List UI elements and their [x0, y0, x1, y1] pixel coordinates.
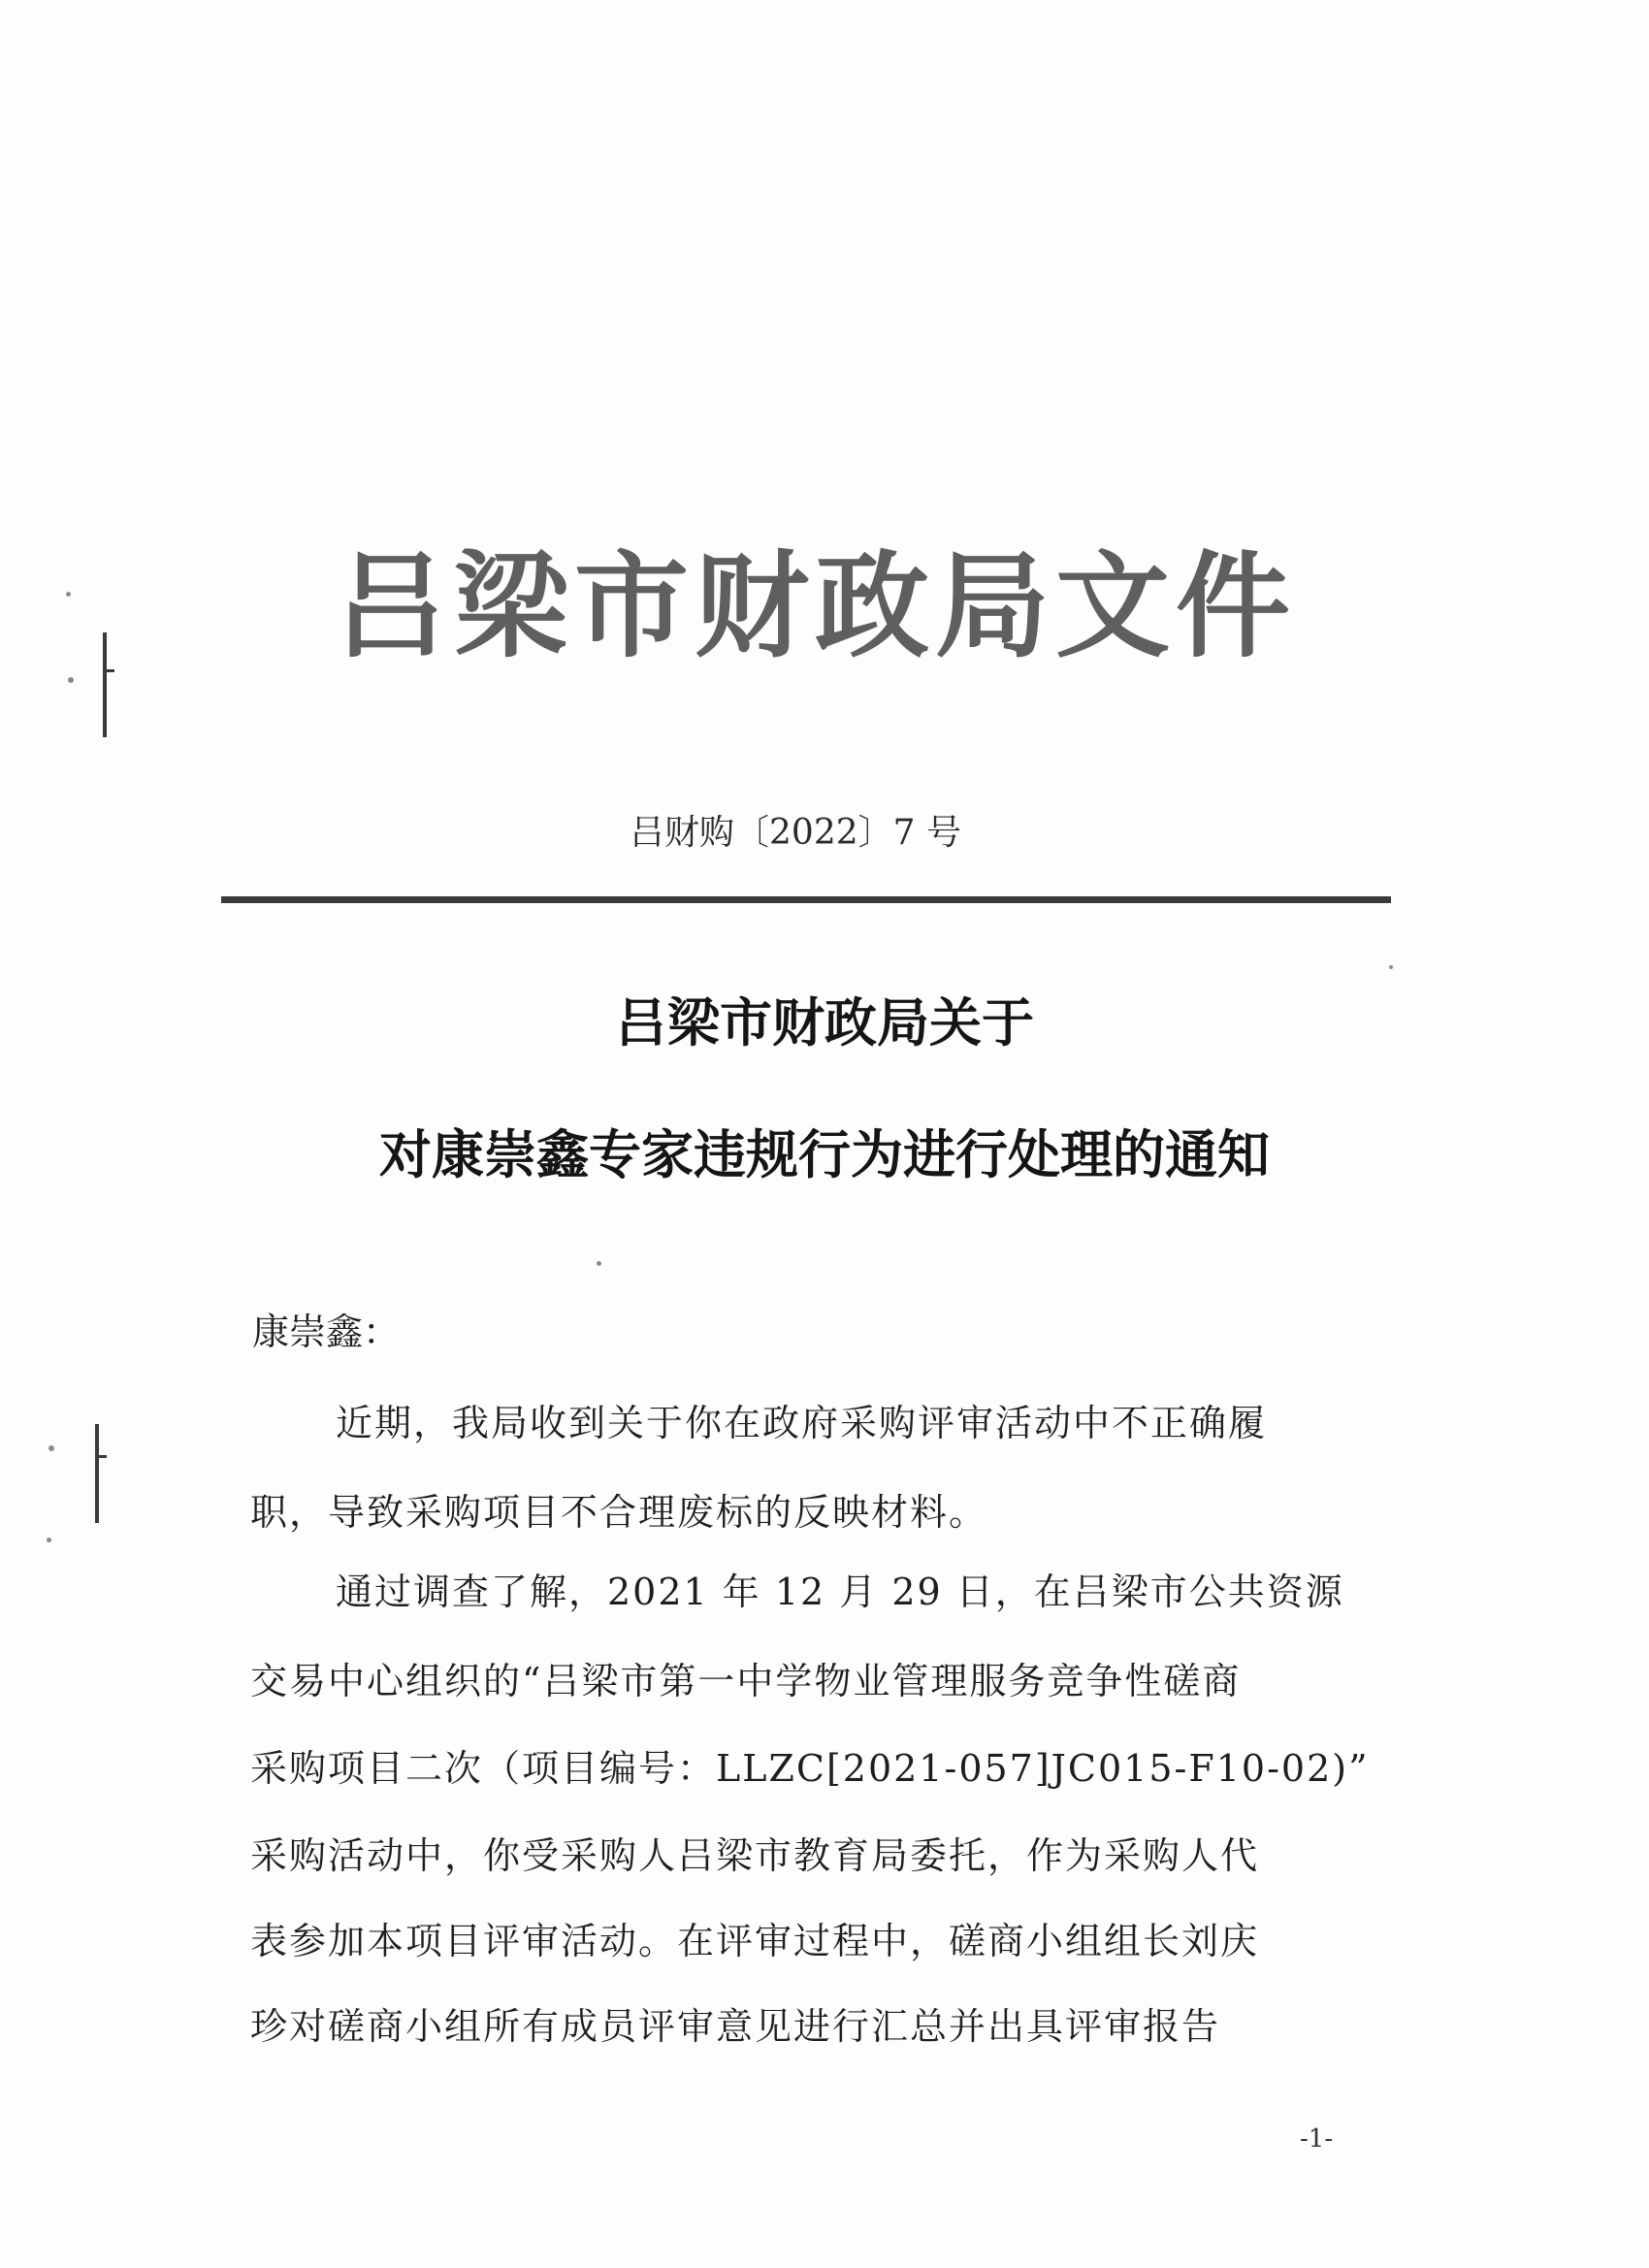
scan-speck — [48, 1445, 54, 1451]
body-line: 通过调查了解，2021 年 12 月 29 日，在吕梁市公共资源 — [336, 1571, 1344, 1613]
binding-tick — [97, 1455, 107, 1458]
body-line: 表参加本项目评审活动。在评审过程中，磋商小组组长刘庆 — [250, 1920, 1260, 1962]
document-number: 吕财购〔2022〕7 号 — [630, 813, 961, 853]
page-number: -1- — [1300, 2124, 1334, 2154]
scan-speck — [597, 1261, 601, 1266]
scan-speck — [47, 1538, 51, 1542]
salutation: 康崇鑫： — [252, 1311, 401, 1353]
body-line: 交易中心组织的“吕梁市第一中学物业管理服务竞争性磋商 — [250, 1660, 1242, 1702]
body-line: 职，导致采购项目不合理废标的反映材料。 — [250, 1491, 988, 1534]
body-line: 采购活动中，你受采购人吕梁市教育局委托，作为采购人代 — [250, 1834, 1260, 1877]
scan-speck — [1389, 965, 1393, 969]
scan-speck — [68, 677, 74, 683]
binding-mark — [103, 632, 107, 737]
scan-speck — [66, 592, 71, 597]
binding-tick — [105, 669, 114, 672]
notice-title-line-2: 对康崇鑫专家违规行为进行处理的通知 — [379, 1124, 1270, 1185]
masthead: 吕梁市财政局文件 — [333, 539, 1296, 673]
body-line: 采购项目二次（项目编号：LLZC[2021-057]JC015-F10-02)” — [250, 1747, 1370, 1790]
body-line: 珍对磋商小组所有成员评审意见进行汇总并出具评审报告 — [250, 2005, 1221, 2048]
notice-title-line-1: 吕梁市财政局关于 — [615, 992, 1034, 1053]
body-line: 近期，我局收到关于你在政府采购评审活动中不正确履 — [336, 1402, 1268, 1444]
binding-mark — [95, 1424, 99, 1523]
header-divider — [221, 896, 1391, 903]
